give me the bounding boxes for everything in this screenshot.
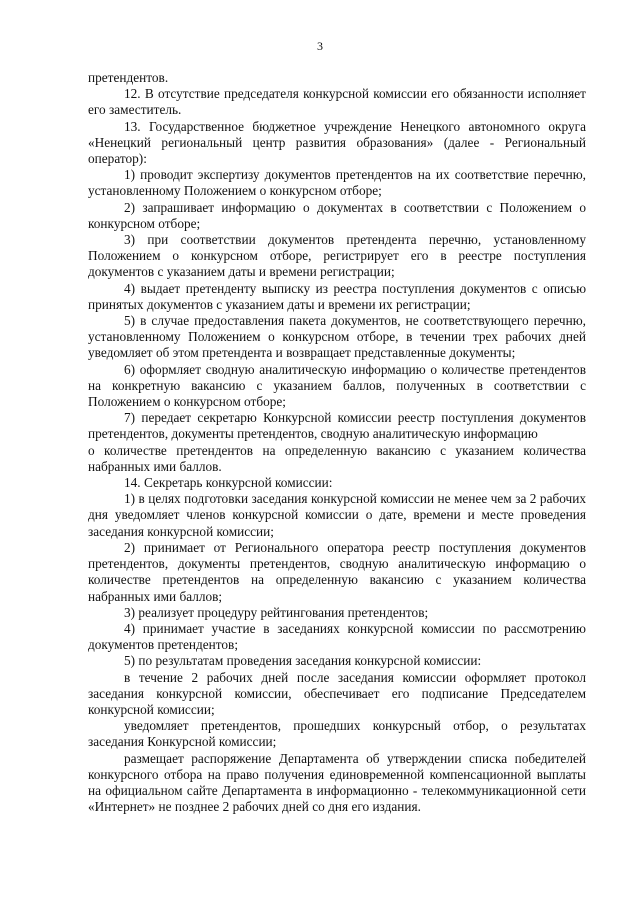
list-item: 4) выдает претенденту выписку из реестра поступления документов с описью принятых документов с указанием даты и времени их регистрации; (88, 280, 586, 312)
list-item: 4) принимает участие в заседаниях конкурсной комиссии по рассмотрению документов претендентов; (88, 620, 586, 653)
list-item: 3) при соответствии документов претендента перечню, установленному Положением о конкурсном отборе, регистрирует его в реестре поступления документов с указанием даты и времени регистрации; (88, 232, 586, 280)
list-item: 5) в случае предоставления пакета документов, не соответствующего перечню, установленному Положением о конкурсном отборе, в течении трех рабочих дней уведомляет об этом претендента и возвращает представленные документы; (88, 313, 586, 361)
paragraph: претендентов. (88, 70, 169, 85)
list-item: 2) принимает от Регионального оператора реестр поступления документов претендентов, документы претендентов, сводную аналитическую информацию о количестве претендентов на определенную вакансию с указанием количества набранных ими баллов; (88, 539, 586, 604)
paragraph: 14. Секретарь конкурсной комиссии: (124, 475, 333, 491)
paragraph: 13. Государственное бюджетное учреждение Ненецкого автономного округа «Ненецкий региональный центр развития образования» (далее - Региональный оператор): (88, 118, 586, 167)
list-item: 1) проводит экспертизу документов претендентов на их соответствие перечню, установленному Положением о конкурсном отборе; (88, 167, 586, 199)
list-item: 5) по результатам проведения заседания конкурсной комиссии: (124, 653, 482, 669)
list-item: 1) в целях подготовки заседания конкурсной комиссии не менее чем за 2 рабочих дня уведомляет членов конкурсной комиссии о дате, времени и месте проведения заседания конкурсной комиссии; (88, 491, 586, 539)
paragraph: о количестве претендентов на определенную вакансию с указанием количества набранных ими баллов. (88, 442, 586, 474)
document-body (88, 70, 586, 815)
sub-item: уведомляет претендентов, прошедших конкурсный отбор, о результатах заседания Конкурсной комиссии; (88, 718, 586, 750)
paragraph: 12. В отсутствие председателя конкурсной комиссии его обязанности исполняет его заместитель. (88, 86, 586, 118)
sub-item: размещает распоряжение Департамента об утверждении списка победителей конкурсного отбора на право получения единовременной компенсационной выплаты на официальном сайте Департамента в информационно - телекоммуникационной сети «Интернет» не позднее 2 рабочих дней со дня его издания. (88, 750, 586, 815)
list-item: 3) реализует процедуру рейтингования претендентов; (124, 604, 429, 620)
page-number: 3 (317, 39, 323, 53)
sub-item: в течение 2 рабочих дней после заседания комиссии оформляет протокол заседания конкурсной комиссии, обеспечивает его подписание Председателем конкурсной комиссии; (88, 669, 586, 717)
list-item: 7) передает секретарю Конкурсной комиссии реестр поступления документов претендентов, документы претендентов, сводную аналитическую информацию (88, 410, 586, 442)
list-item: 2) запрашивает информацию о документах в соответствии с Положением о конкурсном отборе; (88, 199, 586, 231)
list-item: 6) оформляет сводную аналитическую информацию о количестве претендентов на конкретную вакансию с указанием баллов, полученных в соответствии с Положением о конкурсном отборе; (88, 361, 586, 410)
